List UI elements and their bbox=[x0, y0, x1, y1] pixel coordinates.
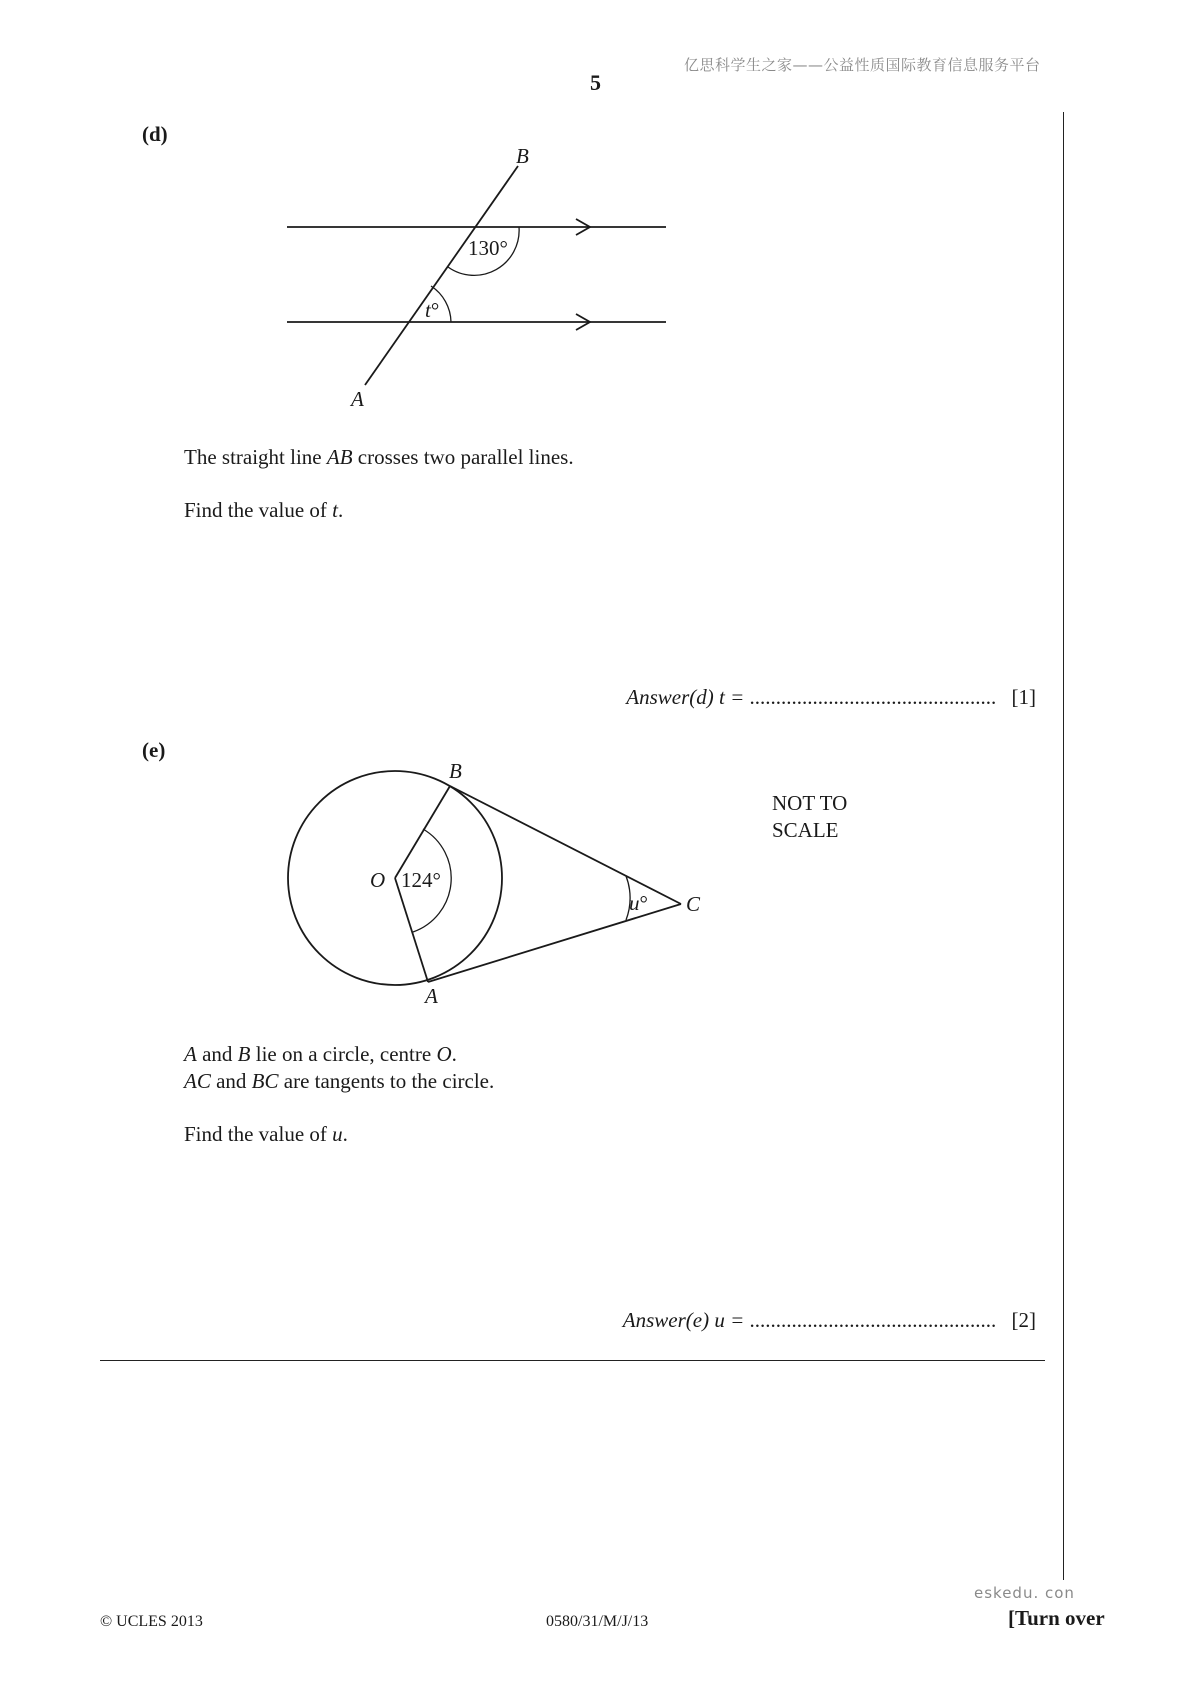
answer-e-label: Answer(e) u = bbox=[622, 1308, 745, 1332]
note-line-1: NOT TO bbox=[772, 791, 848, 815]
footer-watermark: eskedu. con bbox=[974, 1584, 1075, 1602]
angle-label-124: 124° bbox=[401, 868, 441, 892]
radius-ob bbox=[395, 786, 450, 878]
tangent-ac bbox=[428, 904, 681, 982]
statement-line-1: A and B lie on a circle, centre O. bbox=[184, 1042, 457, 1066]
label-d-a: A bbox=[351, 387, 364, 411]
tangent-bc bbox=[450, 786, 681, 904]
label-e-a: A bbox=[425, 984, 438, 1008]
part-e-answer[interactable] bbox=[623, 1308, 1036, 1333]
angle-label-130: 130° bbox=[468, 236, 508, 260]
label-e-c: C bbox=[686, 892, 701, 916]
label-e-o: O bbox=[370, 868, 386, 892]
answer-d-label: Answer(d) t = bbox=[626, 685, 745, 709]
part-e-question: Find the value of u. bbox=[184, 1122, 348, 1146]
part-d-statement: The straight line AB crosses two parallel lines. bbox=[184, 445, 574, 469]
part-d-label: (d) bbox=[142, 122, 168, 146]
not-to-scale-note bbox=[772, 790, 847, 844]
header-watermark: 亿思科学生之家——公益性质国际教育信息服务平台 bbox=[684, 56, 1041, 74]
paper-code: 0580/31/M/J/13 bbox=[546, 1613, 649, 1630]
answer-e-marks: [2] bbox=[1011, 1308, 1036, 1332]
answer-d-marks: [1] bbox=[1011, 685, 1036, 709]
note-line-2: SCALE bbox=[772, 818, 839, 842]
answer-d-dots[interactable]: ............................................... bbox=[749, 685, 997, 709]
radius-oa bbox=[395, 878, 428, 982]
part-e-label: (e) bbox=[142, 738, 166, 762]
part-d-question: Find the value of t. bbox=[184, 498, 344, 522]
statement-line-2: AC and BC are tangents to the circle. bbox=[184, 1069, 495, 1093]
part-e-statement bbox=[184, 1041, 494, 1095]
answer-e-dots[interactable]: ............................................... bbox=[749, 1308, 997, 1332]
label-e-b: B bbox=[449, 759, 462, 783]
page-number: 5 bbox=[590, 70, 601, 95]
transversal-ab bbox=[365, 166, 518, 385]
label-d-b: B bbox=[516, 144, 529, 168]
part-d-answer[interactable] bbox=[626, 685, 1036, 710]
angle-label-u: u° bbox=[629, 891, 648, 915]
angle-label-t: t° bbox=[425, 298, 440, 322]
turn-over: [Turn over bbox=[1008, 1606, 1105, 1630]
copyright: © UCLES 2013 bbox=[100, 1613, 203, 1630]
end-of-question-rule bbox=[100, 1360, 1045, 1361]
